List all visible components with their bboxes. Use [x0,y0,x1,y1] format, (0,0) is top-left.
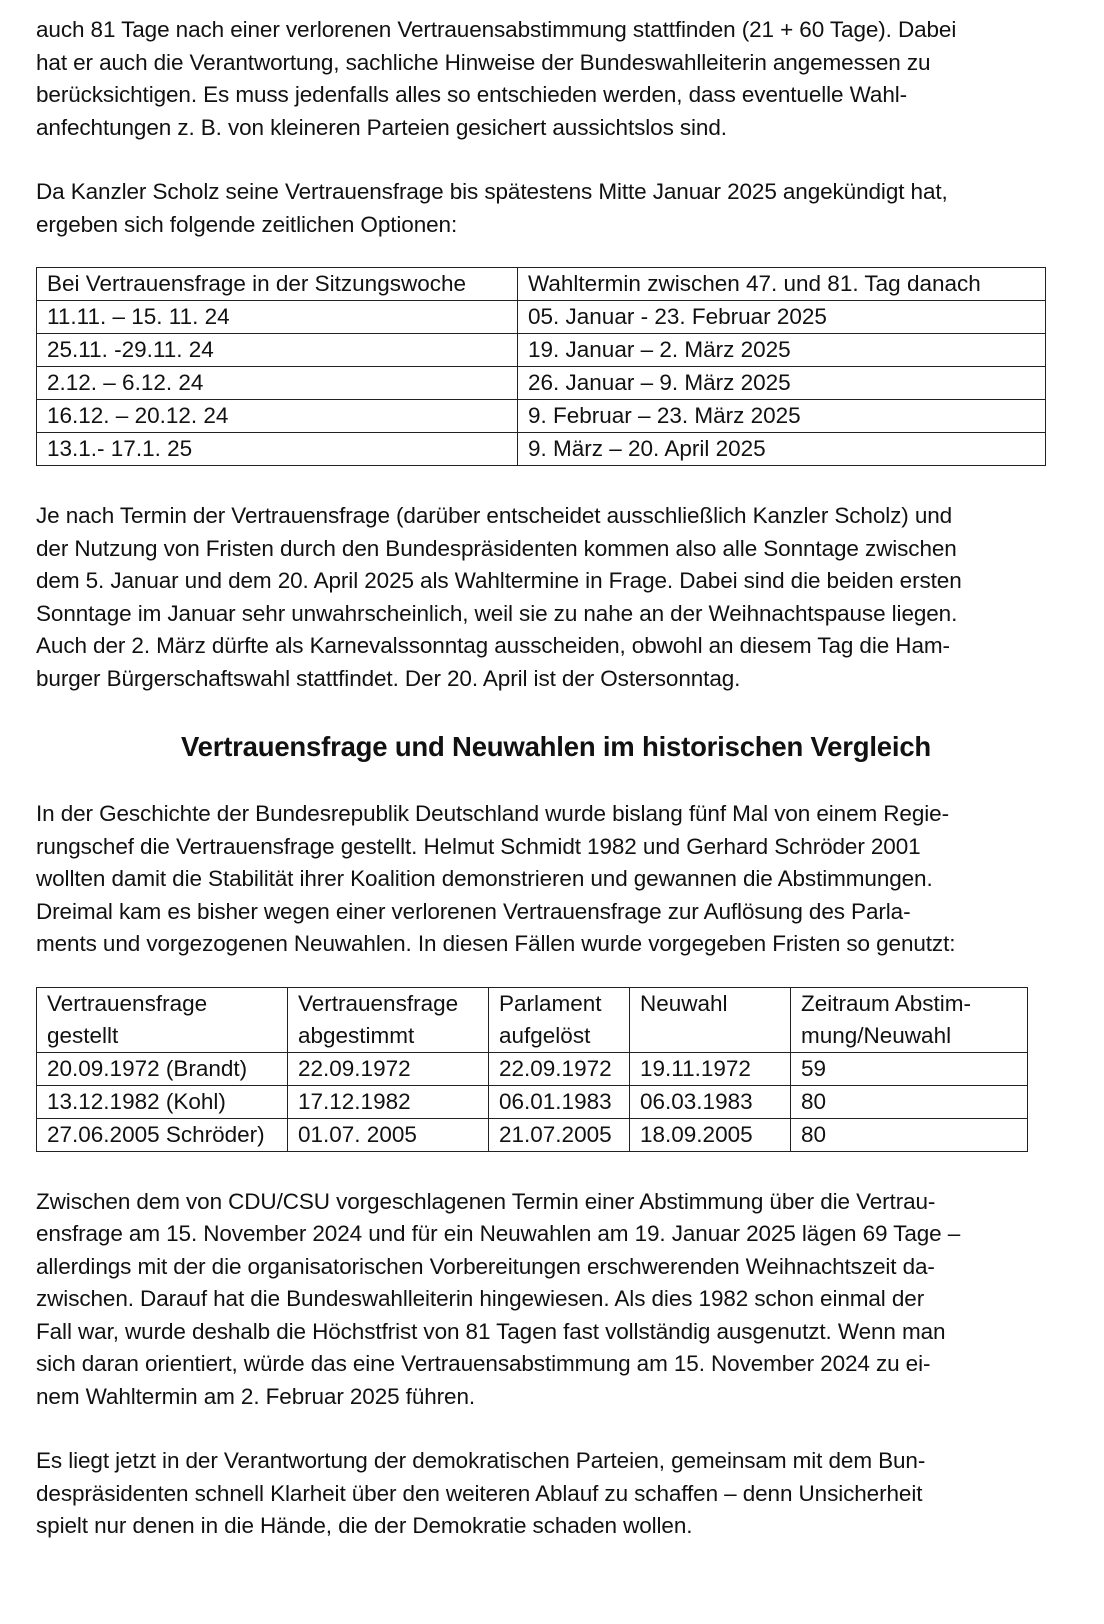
table-header-row [37,268,1046,301]
table-header-cell [37,987,288,1052]
text-line: Zwischen dem von CDU/CSU vorgeschlagenen Termin einer Abstimmung über die Vertrau- [36,1188,936,1214]
section-heading: Vertrauensfrage und Neuwahlen im historischen Vergleich [180,731,932,762]
table-row [37,1118,1028,1151]
table-row [37,433,1046,466]
table-cell: 18.09.2005 [630,1118,791,1151]
text-line: burger Bürgerschaftswahl stattfindet. Der 20. April ist der Ostersonntag. [36,665,741,691]
table-cell: 9. Februar – 23. März 2025 [518,400,1046,433]
header-line: mung/Neuwahl [801,1022,952,1048]
text-line: ergeben sich folgende zeitlichen Optionen: [36,211,458,237]
table-cell: 13.1.- 17.1. 25 [37,433,518,466]
table-cell: 21.07.2005 [489,1118,630,1151]
table-cell: 17.12.1982 [288,1085,489,1118]
table-cell: 80 [791,1085,1028,1118]
text-line: berücksichtigen. Es muss jedenfalls alles so entschieden werden, dass eventuelle Wahl- [36,82,908,107]
text-line: rungschef die Vertrauensfrage gestellt. Helmut Schmidt 1982 und Gerhard Schröder 2001 [36,833,921,859]
text-line: Je nach Termin der Vertrauensfrage (darüber entscheidet ausschließlich Kanzler Scholz) und [36,503,953,528]
text-line: Da Kanzler Scholz seine Vertrauensfrage bis spätestens Mitte Januar 2025 angekündigt hat, [36,179,948,204]
table-cell: 22.09.1972 [489,1052,630,1085]
election-options-table [36,267,1046,466]
text-line: Auch der 2. März dürfte als Karnevalssonntag ausscheiden, obwohl an diesem Tag die Ham- [36,633,950,658]
table-cell: 9. März – 20. April 2025 [518,433,1046,466]
table-cell: 59 [791,1052,1028,1085]
text-line: Sonntage im Januar sehr unwahrscheinlich, weil sie zu nahe an der Weihnachtspause liegen. [36,600,958,626]
header-line: Vertrauensfrage [298,990,459,1016]
table-row [37,400,1046,433]
text-line: zwischen. Darauf hat die Bundeswahlleiterin hingewiesen. Als dies 1982 schon einmal der [36,1286,925,1311]
header-line: gestellt [47,1022,119,1048]
historical-elections-table [36,987,1028,1152]
header-line: Neuwahl [640,990,728,1016]
table-cell: 80 [791,1118,1028,1151]
text-line: nem Wahltermin am 2. Februar 2025 führen. [36,1383,476,1409]
text-line: der Nutzung von Fristen durch den Bundespräsidenten kommen also alle Sonntage zwischen [36,535,957,561]
table-cell: 25.11. -29.11. 24 [37,334,518,367]
table-row [37,301,1046,334]
table-row [37,334,1046,367]
table-cell: 20.09.1972 (Brandt) [37,1052,288,1085]
header-line: abgestimmt [298,1022,415,1048]
table-row [37,367,1046,400]
text-line: Es liegt jetzt in der Verantwortung der demokratischen Parteien, gemeinsam mit dem Bun- [36,1448,926,1473]
text-line: dem 5. Januar und dem 20. April 2025 als Wahltermine in Frage. Dabei sind die beiden ersten [36,568,962,593]
text-line: despräsidenten schnell Klarheit über den weiteren Ablauf zu schaffen – denn Unsicherheit [36,1480,923,1506]
text-line: auch 81 Tage nach einer verlorenen Vertrauensabstimmung stattfinden (21 + 60 Tage). Dabei [36,17,957,42]
table-cell: 05. Januar - 23. Februar 2025 [518,301,1046,334]
header-line: Zeitraum Abstim- [801,990,972,1016]
table-header-cell [791,987,1028,1052]
paragraph-time-options-intro [36,176,1076,241]
table-row [37,1052,1028,1085]
paragraph-sunday-options [36,500,1076,695]
text-line: hat er auch die Verantwortung, sachliche Hinweise der Bundeswahlleiterin angemessen zu [36,49,931,75]
table-header-row [37,987,1028,1052]
table-cell: 26. Januar – 9. März 2025 [518,367,1046,400]
paragraph-historical-comparison [36,798,1076,961]
header-line: Parlament [499,990,602,1016]
text-line: Fall war, wurde deshalb die Höchstfrist von 81 Tagen fast vollständig ausgenutzt. Wenn man [36,1318,946,1344]
header-line: Vertrauensfrage [47,990,208,1016]
paragraph-election-deadline [36,14,1076,144]
table-cell: 06.03.1983 [630,1085,791,1118]
table-cell: 19.11.1972 [630,1052,791,1085]
text-line: spielt nur denen in die Hände, die der Demokratie schaden wollen. [36,1513,693,1538]
table-header-cell [630,987,791,1052]
table-header-cell [288,987,489,1052]
table-cell: 19. Januar – 2. März 2025 [518,334,1046,367]
text-line: ments und vorgezogenen Neuwahlen. In diesen Fällen wurde vorgegeben Fristen so genutzt: [36,931,956,956]
document-page [36,14,1076,1543]
table-header-cell [489,987,630,1052]
table-cell: 27.06.2005 Schröder) [37,1118,288,1151]
text-line: ensfrage am 15. November 2024 und für ein Neuwahlen am 19. Januar 2025 lägen 69 Tage – [36,1221,961,1246]
table-cell: 11.11. – 15. 11. 24 [37,301,518,334]
table-header-cell: Bei Vertrauensfrage in der Sitzungswoche [37,268,518,301]
table-cell: 22.09.1972 [288,1052,489,1085]
text-line: sich daran orientiert, würde das eine Vertrauensabstimmung am 15. November 2024 zu ei- [36,1351,931,1376]
table-cell: 16.12. – 20.12. 24 [37,400,518,433]
header-line: aufgelöst [499,1022,591,1048]
text-line: allerdings mit der die organisatorischen Vorbereitungen erschwerenden Weihnachtszeit da- [36,1253,935,1279]
text-line: wollten damit die Stabilität ihrer Koalition demonstrieren und gewannen die Abstimmungen. [36,866,933,891]
paragraph-cdu-proposal [36,1186,1076,1414]
table-cell: 01.07. 2005 [288,1118,489,1151]
table-cell: 06.01.1983 [489,1085,630,1118]
text-line: Dreimal kam es bisher wegen einer verlorenen Vertrauensfrage zur Auflösung des Parla- [36,898,911,924]
table-header-cell: Wahltermin zwischen 47. und 81. Tag danach [518,268,1046,301]
table-cell: 13.12.1982 (Kohl) [37,1085,288,1118]
paragraph-conclusion [36,1445,1076,1543]
table-cell: 2.12. – 6.12. 24 [37,367,518,400]
text-line: In der Geschichte der Bundesrepublik Deutschland wurde bislang fünf Mal von einem Regie- [36,801,949,826]
text-line: anfechtungen z. B. von kleineren Parteien gesichert aussichtslos sind. [36,114,727,140]
table-row [37,1085,1028,1118]
